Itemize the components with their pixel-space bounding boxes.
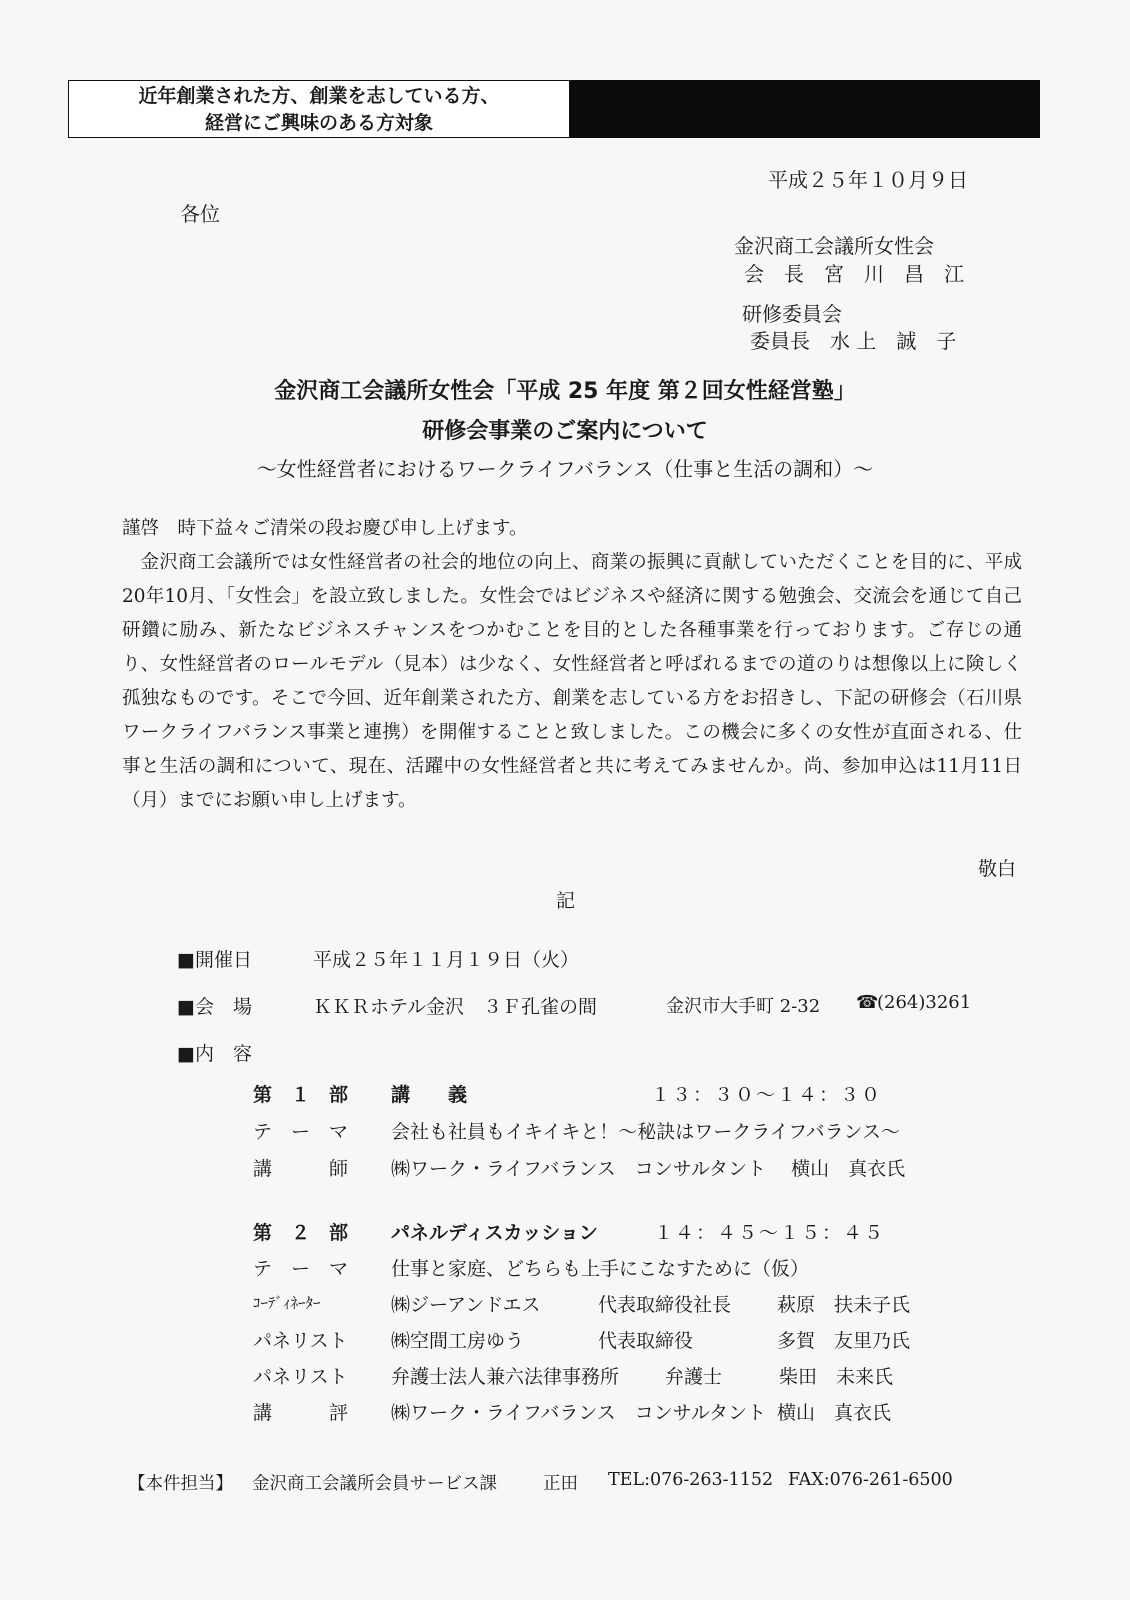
banner-line-1: 近年創業された方、創業を志している方、 — [138, 85, 500, 107]
part1-name: 講 義 — [391, 1084, 468, 1106]
banner-line-2: 経営にご興味のある方対象 — [204, 112, 433, 134]
closing: 敬白 — [978, 858, 1017, 880]
document-title: 金沢商工会議所女性会「平成 25 年度 第２回女性経営塾」 — [274, 379, 856, 404]
contact-fax: FAX:076-261-6500 — [788, 1470, 953, 1490]
sender-committee-chair: 委員長 水 上 誠 子 — [750, 329, 957, 353]
part1-time: １３：３０～１４：３０ — [651, 1084, 883, 1106]
panelist-2-role: パネリスト — [253, 1366, 348, 1388]
panelist-1-role: パネリスト — [253, 1330, 348, 1352]
greeting: 謹啓 時下益々ご清栄の段お慶び申し上げます。 — [122, 518, 528, 539]
contact-label: 【本件担当】 — [128, 1474, 233, 1494]
target-audience-banner — [68, 80, 1040, 140]
body-text — [122, 512, 1022, 818]
venue-value: ＫＫＲホテル金沢 ３Ｆ孔雀の間 — [313, 996, 598, 1018]
content-label: ■内 容 — [177, 1043, 252, 1065]
reviewer-name: 横山 真衣氏 — [777, 1402, 892, 1424]
ki-heading: 記 — [556, 890, 576, 912]
part2-theme-value: 仕事と家庭、どちらも上手にこなすために（仮） — [391, 1258, 810, 1280]
panelist-2-title: 弁護士 — [665, 1366, 723, 1388]
banner-text-box — [68, 80, 570, 138]
contact-person: 正田 — [543, 1474, 578, 1494]
part2-name: パネルディスカッション — [391, 1222, 598, 1244]
panelist-1-title: 代表取締役 — [598, 1330, 694, 1352]
panelist-1-name: 多賀 友里乃氏 — [777, 1330, 911, 1352]
reviewer-org: ㈱ワーク・ライフバランス コンサルタント — [391, 1402, 767, 1424]
event-date-label: ■開催日 — [177, 949, 252, 971]
coordinator-role: ｺｰﾃﾞｨﾈｰﾀｰ — [253, 1294, 321, 1312]
phone-icon: ☎ — [856, 992, 879, 1013]
part1-lecturer-value: ㈱ワーク・ライフバランス コンサルタント 横山 真衣氏 — [391, 1158, 906, 1180]
part1-lecturer-label: 講 師 — [253, 1158, 349, 1180]
document-date: 平成２５年１０月９日 — [768, 168, 968, 192]
panelist-1-org: ㈱空間工房ゆう — [391, 1330, 525, 1352]
event-date-value: 平成２５年１１月１９日（火） — [313, 949, 580, 971]
part1-theme-label: テ ー マ — [253, 1121, 349, 1143]
contact-dept: 金沢商工会議所会員サービス課 — [252, 1474, 497, 1494]
venue-tel: (264)3261 — [877, 992, 972, 1013]
part2-label: 第 ２ 部 — [253, 1222, 349, 1244]
part2-theme-label: テ ー マ — [253, 1258, 349, 1280]
recipient: 各位 — [180, 202, 220, 226]
coordinator-name: 萩原 扶未子氏 — [777, 1294, 911, 1316]
panelist-2-name: 柴田 未来氏 — [779, 1366, 894, 1388]
coordinator-org: ㈱ジーアンドエス — [391, 1294, 541, 1316]
panelist-2-org: 弁護士法人兼六法律事務所 — [391, 1366, 620, 1388]
sender-chair: 会 長 宮 川 昌 江 — [744, 262, 964, 286]
venue-address: 金沢市大手町 2-32 — [666, 996, 821, 1017]
document-subtitle: ～女性経営者におけるワークライフバランス（仕事と生活の調和）～ — [256, 457, 874, 481]
main-paragraph: 金沢商工会議所では女性経営者の社会的地位の向上、商業の振興に貢献していただくことを目的に、平成20年10月、「女性会」を設立致しました。女性会ではビジネスや経済に関する勉強会、交流会を通じて自己研鑽に励み、新たなビジネスチャンスをつかむことを目的とした各種事業を行っております。ご存じの通り、女性経営者のロールモデル（見本）は少なく、女性経営者と呼ばれるまでの道のりは想像以上に険しく孤独なものです。そこで今回、近年創業された方、創業を志している方をお招きし、下記の研修会（石川県ワークライフバランス事業と連携）を開催することと致しました。この機会に多くの女性が直面される、仕事と生活の調和について、現在、活躍中の女性経営者と共に考えてみませんか。尚、参加申込は11月11日（月）までにお願い申し上げます。 — [122, 552, 1022, 811]
venue-label: ■会 場 — [177, 996, 252, 1018]
part2-time: １４：４５～１５：４５ — [654, 1222, 886, 1244]
sender-committee: 研修委員会 — [742, 302, 842, 326]
document-title-line-2: 研修会事業のご案内について — [422, 419, 708, 444]
contact-tel: TEL:076-263-1152 — [608, 1470, 774, 1490]
part1-theme-value: 会社も社員もイキイキと！～秘訣はワークライフバランス～ — [391, 1121, 901, 1143]
part1-label: 第 １ 部 — [253, 1084, 349, 1106]
banner-black-bar — [570, 80, 1040, 138]
reviewer-role: 講 評 — [253, 1402, 349, 1424]
sender-org: 金沢商工会議所女性会 — [734, 234, 934, 258]
coordinator-title: 代表取締役社長 — [598, 1294, 732, 1316]
